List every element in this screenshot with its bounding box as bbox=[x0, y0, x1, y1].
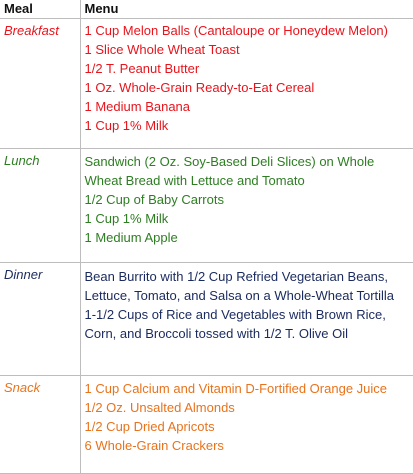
menu-item: 1 Medium Banana bbox=[84, 99, 191, 114]
menu-column-header: Menu bbox=[80, 0, 413, 19]
menu-item: 1-1/2 Cups of Rice and Vegetables with Brown Rice, Corn, and Broccoli tossed with 1/2 T. Olive Oil bbox=[84, 307, 386, 341]
menu-item: Bean Burrito with 1/2 Cup Refried Vegetarian Beans, Lettuce, Tomato, and Salsa on a Whole-Wheat Tortilla bbox=[84, 269, 395, 303]
menu-item: 1 Medium Apple bbox=[84, 230, 178, 245]
menu-item: 1 Oz. Whole-Grain Ready-to-Eat Cereal bbox=[84, 80, 315, 95]
snack-menu-cell bbox=[80, 376, 413, 474]
snack-row bbox=[0, 376, 413, 474]
menu-item: 1 Slice Whole Wheat Toast bbox=[84, 42, 240, 57]
breakfast-row bbox=[0, 19, 413, 149]
menu-item: 1 Cup Melon Balls (Cantaloupe or Honeydew Melon) bbox=[84, 23, 388, 38]
meal-name-breakfast: Breakfast bbox=[0, 19, 80, 149]
meal-name-snack: Snack bbox=[0, 376, 80, 474]
meal-name-dinner: Dinner bbox=[0, 263, 80, 376]
breakfast-menu-cell bbox=[80, 19, 413, 149]
menu-item: 1/2 Cup Dried Apricots bbox=[84, 419, 215, 434]
menu-item: Sandwich (2 Oz. Soy-Based Deli Slices) on Whole Wheat Bread with Lettuce and Tomato bbox=[84, 154, 375, 188]
menu-item: 1 Cup 1% Milk bbox=[84, 211, 169, 226]
dinner-row bbox=[0, 263, 413, 376]
lunch-menu-cell bbox=[80, 149, 413, 263]
menu-item: 1 Cup Calcium and Vitamin D-Fortified Orange Juice bbox=[84, 381, 388, 396]
menu-item: 1/2 T. Peanut Butter bbox=[84, 61, 200, 76]
menu-item: 1/2 Cup of Baby Carrots bbox=[84, 192, 224, 207]
dinner-menu-cell bbox=[80, 263, 413, 376]
lunch-row bbox=[0, 149, 413, 263]
meal-column-header: Meal bbox=[0, 0, 80, 19]
menu-item: 1/2 Oz. Unsalted Almonds bbox=[84, 400, 235, 415]
header-row bbox=[0, 0, 413, 19]
menu-item: 6 Whole-Grain Crackers bbox=[84, 438, 224, 453]
menu-item: 1 Cup 1% Milk bbox=[84, 118, 169, 133]
meal-name-lunch: Lunch bbox=[0, 149, 80, 263]
